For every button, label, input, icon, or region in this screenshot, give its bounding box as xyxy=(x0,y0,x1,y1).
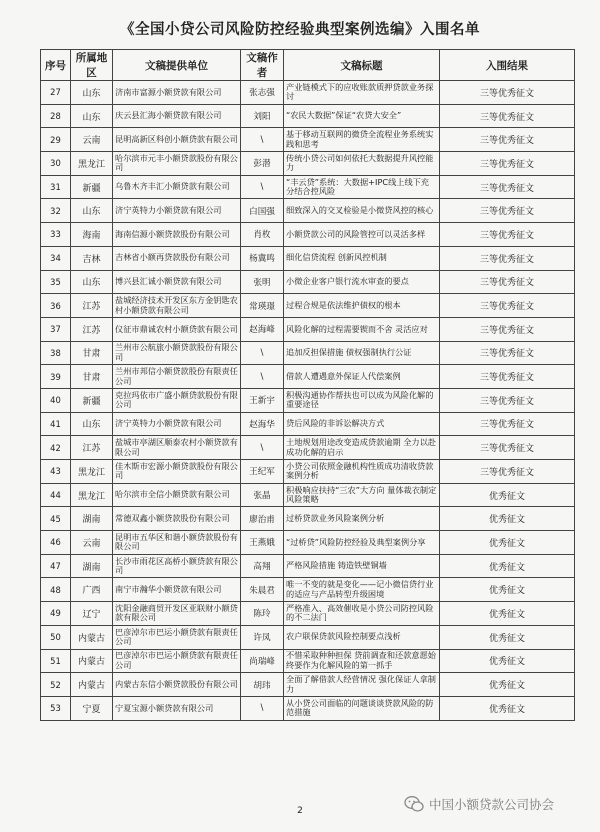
cell-no: 31 xyxy=(41,175,71,199)
header-author: 文稿作者 xyxy=(241,50,284,81)
cell-no: 29 xyxy=(41,128,71,152)
table-row xyxy=(41,81,575,105)
cell-org: 海南信源小额贷款股份有限公司 xyxy=(113,223,241,247)
cell-result: 优秀征文 xyxy=(440,602,575,626)
cell-author: 高翔 xyxy=(241,554,284,578)
table-row xyxy=(41,246,575,270)
cell-region: 黑龙江 xyxy=(71,483,113,507)
cell-region: 山东 xyxy=(71,199,113,223)
cell-no: 30 xyxy=(41,152,71,176)
header-topic: 文稿标题 xyxy=(284,50,440,81)
cell-region: 黑龙江 xyxy=(71,152,113,176)
cell-region: 云南 xyxy=(71,531,113,555)
cell-author: \ xyxy=(241,696,284,720)
cell-author: 王纪军 xyxy=(241,460,284,484)
cell-org: 克拉玛依市广盛小额贷款股份有限公司 xyxy=(113,388,241,412)
cell-topic: 借款人遭遇意外保证人代偿案例 xyxy=(284,365,440,389)
cell-result: 三等优秀征文 xyxy=(440,460,575,484)
table-header-row xyxy=(41,50,575,81)
cell-org: 乌鲁木齐丰汇小额贷款有限公司 xyxy=(113,175,241,199)
cell-topic: 过桥贷款业务风险案例分析 xyxy=(284,507,440,531)
cell-topic: 细化信贷流程 创新风控机制 xyxy=(284,246,440,270)
cell-region: 江苏 xyxy=(71,436,113,460)
cell-result: 三等优秀征文 xyxy=(440,294,575,318)
cell-result: 三等优秀征文 xyxy=(440,128,575,152)
cell-org: 内蒙古东信小额贷款股份有限公司 xyxy=(113,673,241,697)
cell-topic: 过程合规是依法维护债权的根本 xyxy=(284,294,440,318)
cell-result: 优秀征文 xyxy=(440,531,575,555)
cell-org: 常德双鑫小额贷款股份有限公司 xyxy=(113,507,241,531)
cell-no: 40 xyxy=(41,388,71,412)
cell-author: \ xyxy=(241,365,284,389)
cell-org: 昆明市五华区和谐小额贷款股份有限公司 xyxy=(113,531,241,555)
cell-org: 仪征市鼎诚农村小额贷款有限公司 xyxy=(113,317,241,341)
cell-result: 三等优秀征文 xyxy=(440,246,575,270)
cell-result: 优秀征文 xyxy=(440,507,575,531)
cell-region: 山东 xyxy=(71,104,113,128)
watermark xyxy=(404,795,554,813)
cell-no: 34 xyxy=(41,246,71,270)
table-row xyxy=(41,152,575,176)
cell-author: 刘阳 xyxy=(241,104,284,128)
cell-region: 内蒙古 xyxy=(71,625,113,649)
cell-org: 哈尔滨市全信小额贷款有限公司 xyxy=(113,483,241,507)
document-title: 《全国小贷公司风险防控经验典型案例选编》入围名单 xyxy=(120,21,480,38)
cell-result: 优秀征文 xyxy=(440,625,575,649)
cell-author: 彭潜 xyxy=(241,152,284,176)
cell-topic: 严格准入、高效催收是小贷公司防控风险的不二法门 xyxy=(284,602,440,626)
cell-author: \ xyxy=(241,341,284,365)
cell-region: 甘肃 xyxy=(71,365,113,389)
cell-author: 张晶 xyxy=(241,483,284,507)
cell-topic: “丰云贷”系统：大数据+IPC线上线下充分结合控风险 xyxy=(284,175,440,199)
cell-region: 山东 xyxy=(71,81,113,105)
cell-topic: 农户联保贷款风险控制要点浅析 xyxy=(284,625,440,649)
table-row xyxy=(41,507,575,531)
cell-topic: 传统小贷公司如何依托大数据提升风控能力 xyxy=(284,152,440,176)
cell-no: 47 xyxy=(41,554,71,578)
cell-no: 51 xyxy=(41,649,71,673)
cell-no: 50 xyxy=(41,625,71,649)
cell-org: 盐城经济技术开发区东方金钥匙农村小额贷款有限公司 xyxy=(113,294,241,318)
cell-result: 三等优秀征文 xyxy=(440,152,575,176)
cell-org: 兰州市邦信小额贷款股份有限责任公司 xyxy=(113,365,241,389)
cell-region: 云南 xyxy=(71,128,113,152)
cell-result: 三等优秀征文 xyxy=(440,223,575,247)
cell-no: 45 xyxy=(41,507,71,531)
table-row xyxy=(41,294,575,318)
cell-result: 优秀征文 xyxy=(440,483,575,507)
cell-no: 49 xyxy=(41,602,71,626)
cell-no: 46 xyxy=(41,531,71,555)
cell-author: 赵海峰 xyxy=(241,317,284,341)
table-row xyxy=(41,483,575,507)
table-row xyxy=(41,578,575,602)
cell-no: 38 xyxy=(41,341,71,365)
cell-no: 44 xyxy=(41,483,71,507)
cell-region: 吉林 xyxy=(71,246,113,270)
cell-author: 肖枚 xyxy=(241,223,284,247)
table-row xyxy=(41,554,575,578)
cell-result: 三等优秀征文 xyxy=(440,104,575,128)
table-row xyxy=(41,317,575,341)
cell-no: 27 xyxy=(41,81,71,105)
cell-author: 杨冀鸣 xyxy=(241,246,284,270)
cell-author: 白国强 xyxy=(241,199,284,223)
header-no: 序号 xyxy=(41,50,71,81)
cell-result: 三等优秀征文 xyxy=(440,199,575,223)
cell-author: \ xyxy=(241,175,284,199)
cell-org: 巴彦淖尔市巴运小额贷款有限责任公司 xyxy=(113,649,241,673)
cell-topic: 全面了解借款人经营情况 强化保证人拿制力 xyxy=(284,673,440,697)
cell-author: 朱晨君 xyxy=(241,578,284,602)
cell-region: 新疆 xyxy=(71,388,113,412)
cell-topic: 唯一不变的就是变化——记小微信贷行业的适应与产品转型升级困境 xyxy=(284,578,440,602)
cell-author: \ xyxy=(241,436,284,460)
cell-author: 廖治甫 xyxy=(241,507,284,531)
cell-result: 优秀征文 xyxy=(440,673,575,697)
cell-result: 优秀征文 xyxy=(440,696,575,720)
cell-topic: 土地规划用途改变造成贷款逾期 全力以赴成功化解的启示 xyxy=(284,436,440,460)
cell-org: 吉林省小额再贷款股份有限公司 xyxy=(113,246,241,270)
watermark-text: 中国小额贷款公司协会 xyxy=(429,797,555,812)
cell-region: 山东 xyxy=(71,270,113,294)
cell-no: 53 xyxy=(41,696,71,720)
table-row xyxy=(41,365,575,389)
cell-author: 胡玮 xyxy=(241,673,284,697)
cell-org: 博兴县汇诚小额贷款有限公司 xyxy=(113,270,241,294)
cell-author: 尚瑞峰 xyxy=(241,649,284,673)
table-row xyxy=(41,175,575,199)
cell-result: 三等优秀征文 xyxy=(440,270,575,294)
cell-topic: “农民大数据”保证“农贷大安全” xyxy=(284,104,440,128)
cell-org: 济宁英特力小额贷款有限公司 xyxy=(113,199,241,223)
table-row xyxy=(41,128,575,152)
cell-topic: “过桥贷”风险防控经验及典型案例分享 xyxy=(284,531,440,555)
cell-result: 三等优秀征文 xyxy=(440,175,575,199)
cell-author: 赵海华 xyxy=(241,412,284,436)
cell-region: 甘肃 xyxy=(71,341,113,365)
cell-org: 济宁英特力小额贷款有限公司 xyxy=(113,412,241,436)
table-row xyxy=(41,649,575,673)
cell-topic: 小贷公司依照金融机构性质成功清收贷款案例分析 xyxy=(284,460,440,484)
cell-org: 佳木斯市宏源小额贷款股份有限公司 xyxy=(113,460,241,484)
cell-region: 广西 xyxy=(71,578,113,602)
table-row xyxy=(41,223,575,247)
wechat-icon xyxy=(404,795,424,813)
cell-topic: 细致深入的交叉检验是小微贷风控的核心 xyxy=(284,199,440,223)
table-row xyxy=(41,531,575,555)
cell-author: 许凤 xyxy=(241,625,284,649)
cell-org: 南宁市瀚华小额贷款有限公司 xyxy=(113,578,241,602)
table-row xyxy=(41,388,575,412)
cell-author: 王燕娥 xyxy=(241,531,284,555)
cell-no: 43 xyxy=(41,460,71,484)
cell-region: 山东 xyxy=(71,412,113,436)
cell-result: 三等优秀征文 xyxy=(440,81,575,105)
table-row xyxy=(41,104,575,128)
cell-no: 28 xyxy=(41,104,71,128)
cell-region: 江苏 xyxy=(71,317,113,341)
table-row xyxy=(41,460,575,484)
cell-result: 优秀征文 xyxy=(440,578,575,602)
cell-region: 湖南 xyxy=(71,507,113,531)
cell-result: 三等优秀征文 xyxy=(440,317,575,341)
cell-no: 52 xyxy=(41,673,71,697)
cell-topic: 贷后风险的非诉讼解决方式 xyxy=(284,412,440,436)
cell-author: 张志强 xyxy=(241,81,284,105)
cell-topic: 从小贷公司面临的问题谈谈贷款风险的防范措施 xyxy=(284,696,440,720)
table-row xyxy=(41,673,575,697)
table-body xyxy=(41,81,575,721)
cell-result: 三等优秀征文 xyxy=(440,388,575,412)
cell-no: 36 xyxy=(41,294,71,318)
cell-author: 王新宇 xyxy=(241,388,284,412)
cell-topic: 积极沟通协作帮扶也可以成为风险化解的重要途径 xyxy=(284,388,440,412)
header-org: 文稿提供单位 xyxy=(113,50,241,81)
cell-result: 优秀征文 xyxy=(440,554,575,578)
cell-topic: 基于移动互联网的微贷全流程业务系统实践和思考 xyxy=(284,128,440,152)
table-row xyxy=(41,199,575,223)
cell-region: 宁夏 xyxy=(71,696,113,720)
cell-org: 巴彦淖尔市巴运小额贷款有限责任公司 xyxy=(113,625,241,649)
cell-org: 哈尔滨市元丰小额贷款股份有限公司 xyxy=(113,152,241,176)
cell-author: 陈玲 xyxy=(241,602,284,626)
cell-no: 35 xyxy=(41,270,71,294)
table-row xyxy=(41,270,575,294)
cell-result: 三等优秀征文 xyxy=(440,412,575,436)
table-row xyxy=(41,625,575,649)
cell-no: 32 xyxy=(41,199,71,223)
cell-author: 常瑛璟 xyxy=(241,294,284,318)
cell-result: 三等优秀征文 xyxy=(440,365,575,389)
cell-org: 济南市富源小额贷款有限公司 xyxy=(113,81,241,105)
page-number: 2 xyxy=(297,806,303,816)
cell-topic: 不惜采取种种担保 贷前调查和还款意愿始终要作为化解风险的第一抓手 xyxy=(284,649,440,673)
cell-org: 沈阳金融商贸开发区亚联财小额贷款有限公司 xyxy=(113,602,241,626)
table-row xyxy=(41,696,575,720)
table-row xyxy=(41,341,575,365)
header-result: 入围结果 xyxy=(440,50,575,81)
cell-region: 内蒙古 xyxy=(71,649,113,673)
cell-org: 昆明高新区科创小额贷款有限公司 xyxy=(113,128,241,152)
cell-region: 新疆 xyxy=(71,175,113,199)
cell-org: 盐城市亭湖区顺泰农村小额贷款有限公司 xyxy=(113,436,241,460)
cell-org: 宁夏宝源小额贷款有限公司 xyxy=(113,696,241,720)
cell-topic: 积极响应扶持“三农”大方向 量体裁衣制定风险策略 xyxy=(284,483,440,507)
cell-topic: 产业链模式下的应收账款质押贷款业务探讨 xyxy=(284,81,440,105)
cell-no: 42 xyxy=(41,436,71,460)
cell-result: 三等优秀征文 xyxy=(440,341,575,365)
cell-no: 37 xyxy=(41,317,71,341)
shortlist-table xyxy=(40,49,575,721)
cell-topic: 小微企业客户银行流水审查的要点 xyxy=(284,270,440,294)
cell-topic: 小额贷款公司的风险管控可以灵活多样 xyxy=(284,223,440,247)
table-row xyxy=(41,412,575,436)
cell-region: 湖南 xyxy=(71,554,113,578)
header-region: 所属地区 xyxy=(71,50,113,81)
cell-region: 内蒙古 xyxy=(71,673,113,697)
cell-region: 黑龙江 xyxy=(71,460,113,484)
cell-org: 庆云县汇海小额贷款有限公司 xyxy=(113,104,241,128)
cell-author: \ xyxy=(241,128,284,152)
table-row xyxy=(41,602,575,626)
cell-region: 海南 xyxy=(71,223,113,247)
cell-no: 41 xyxy=(41,412,71,436)
cell-region: 辽宁 xyxy=(71,602,113,626)
cell-topic: 严格风险措施 铸造铁壁铜墙 xyxy=(284,554,440,578)
cell-no: 33 xyxy=(41,223,71,247)
cell-result: 三等优秀征文 xyxy=(440,436,575,460)
table-row xyxy=(41,436,575,460)
cell-topic: 追加反担保措施 债权强制执行公证 xyxy=(284,341,440,365)
cell-org: 长沙市雨花区高桥小额贷款有限公司 xyxy=(113,554,241,578)
cell-topic: 风险化解的过程需要锲而不舍 灵活应对 xyxy=(284,317,440,341)
cell-region: 江苏 xyxy=(71,294,113,318)
cell-no: 48 xyxy=(41,578,71,602)
cell-author: 张明 xyxy=(241,270,284,294)
cell-org: 兰州市公航旅小额贷款股份有限公司 xyxy=(113,341,241,365)
cell-result: 优秀征文 xyxy=(440,649,575,673)
cell-no: 39 xyxy=(41,365,71,389)
